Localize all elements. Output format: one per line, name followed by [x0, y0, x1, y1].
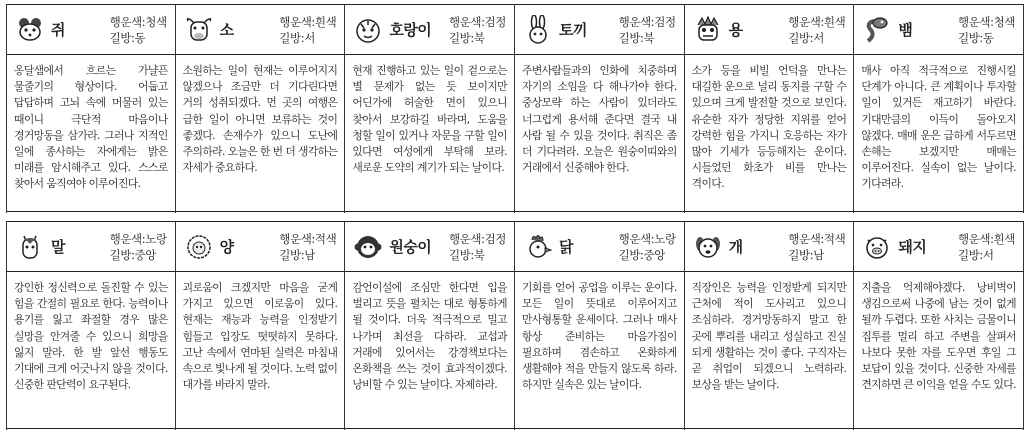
fortune-card [853, 4, 1024, 213]
zodiac-fortune-grid [6, 4, 1024, 430]
lucky-direction: 길방:북 [618, 30, 655, 45]
card-header [685, 4, 854, 55]
fortune-text: 소원하는 일이 현재는 이루어지지 않겠으나 조금만 더 기다린다면 거의 성취되겠다. 먼 곳의 여행은 급한 일이 아니면 보류하는 것이 좋겠다. 손재수가 있으니 도난에 주의하라. 오늘은 한 번 더 생각하는 자세가 중요하다. [176, 55, 345, 212]
animal-name: 뱀 [898, 21, 913, 39]
fortune-card [514, 221, 685, 430]
lucky-direction: 길방:중앙 [109, 247, 156, 262]
card-header [176, 221, 345, 272]
lucky-color: 행운색:검정 [448, 231, 506, 246]
fortune-text: 강인한 정신력으로 돌진할 수 있는 힘을 간절히 필요로 한다. 능력이나 용기를 잃고 좌절할 경우 많은 실망을 안겨줄 수 있으니 희망을 잃지 말라. 한 발 앞선 행동도 기대에 크게 어긋나지 않을 것이다. 신중한 판단력이 요구된다. [7, 272, 175, 429]
monkey-icon [353, 232, 383, 262]
animal-name: 말 [51, 238, 65, 256]
lucky-color: 행운색:흰색 [788, 14, 846, 29]
lucky-direction: 길방:서 [279, 30, 315, 45]
lucky-direction: 길방:동 [109, 30, 146, 45]
snake-icon [862, 15, 892, 45]
lucky-info [449, 14, 506, 46]
card-header [345, 4, 514, 55]
lucky-info [958, 14, 1015, 46]
lucky-color: 행운색:흰색 [279, 14, 337, 29]
lucky-color: 행운색:적색 [788, 231, 846, 246]
lucky-info [619, 14, 676, 46]
animal-name: 토끼 [559, 21, 587, 39]
lucky-info [788, 231, 845, 263]
fortune-text: 지출을 억제해야겠다. 낭비벽이 생김으로써 나중에 남는 것이 없게 될까 두렵다. 또한 사치는 금물이니 집투를 멀리 하고 주변을 살펴서 나보다 못한 자를 도우면 후일 그 보답이 있을 것이다. 신중한 자세를 견지하면 큰 이익을 얻을 수도 있다. [854, 272, 1023, 429]
lucky-color: 행운색:청색 [957, 14, 1015, 29]
lucky-info [958, 231, 1015, 263]
animal-name: 용 [728, 21, 743, 39]
animal-name: 돼지 [898, 238, 927, 256]
animal-name: 개 [728, 238, 743, 256]
card-header [685, 221, 854, 272]
card-header [854, 221, 1023, 272]
card-header [345, 221, 514, 272]
fortune-text: 현재 진행하고 있는 일이 겉으로는 별 문제가 없는 듯 보이지만 어딘가에 허술한 면이 있으니 찾아서 보강하길 바라며, 도움을 청할 일이 있거나 자문을 구할 일이 있다면 여성에게 부탁해 보라. 새로운 도약의 계기가 되는 날이다. [345, 55, 514, 212]
dragon-icon [693, 15, 723, 45]
ox-icon [184, 15, 214, 45]
rat-icon [15, 15, 45, 45]
lucky-color: 행운색:청색 [109, 14, 167, 29]
animal-name: 양 [219, 238, 234, 256]
lucky-direction: 길방:북 [448, 247, 485, 262]
lucky-info [110, 14, 167, 46]
fortune-text: 주변사람들과의 인화에 치중하며 자기의 소임을 다 해나가야 한다. 중상모략 하는 사람이 있더라도 너그럽게 용서해 준다면 결국 내 사람 될 수 있을 것이다. 취직은 좀 더 기다려라. 오늘은 원숭이띠와의 거래에서 신중해야 한다. [515, 55, 684, 212]
card-header [515, 221, 684, 272]
fortune-card [684, 4, 855, 213]
lucky-info [279, 14, 336, 46]
fortune-text: 옹달샘에서 흐르는 가냘픈 물줄기의 형상이다. 어둡고 답답하며 고뇌 속에 머물러 있는 때이니 극단적 마음이나 경거망동을 삼가라. 그러나 지적인 일에 종사하는 자에게는 밝은 미래를 암시해주고 있다. 스스로 찾아서 움직여야 이루어진다. [7, 55, 175, 212]
pig-icon [862, 232, 892, 262]
fortune-card [344, 4, 515, 213]
animal-name: 호랑이 [389, 21, 432, 39]
fortune-card [6, 4, 176, 213]
fortune-card [853, 221, 1024, 430]
lucky-direction: 길방:중앙 [618, 247, 665, 262]
lucky-color: 행운색:검정 [618, 14, 676, 29]
lucky-info [449, 231, 506, 263]
lucky-direction: 길방:남 [788, 247, 824, 262]
lucky-color: 행운색:흰색 [957, 231, 1015, 246]
fortune-card [514, 4, 685, 213]
lucky-info [788, 14, 845, 46]
lucky-info [619, 231, 676, 263]
fortune-card [175, 4, 346, 213]
lucky-direction: 길방:동 [957, 30, 994, 45]
fortune-card [175, 221, 346, 430]
rooster-icon [523, 232, 553, 262]
animal-name: 닭 [559, 238, 573, 256]
fortune-text: 직장인은 능력을 인정받게 되지만 근처에 적이 도사리고 있으니 조심하라. 경거망동하지 말고 한 곳에 뿌리를 내리고 성실하고 진실 되게 생활하는 것이 좋다. 구직자는 곧 취업이 되겠으니 노력하라. 보상을 받는 날이다. [685, 272, 854, 429]
animal-name: 소 [219, 21, 234, 39]
animal-name: 원숭이 [389, 238, 432, 256]
lucky-direction: 길방:서 [788, 30, 824, 45]
fortune-card [6, 221, 176, 430]
lucky-info [110, 231, 167, 263]
tiger-icon [353, 15, 383, 45]
card-header [515, 4, 684, 55]
fortune-text: 매사 아직 적극적으로 진행시킬 단계가 아니다. 큰 계획이나 투자할 일이 있거든 재고하기 바란다. 기대만큼의 이득이 돌아오지 않겠다. 매매 운은 급하게 서두르면 손해는 보겠지만 매매는 이루어진다. 실속이 없는 날이다. 기다려라. [854, 55, 1023, 212]
lucky-color: 행운색:검정 [448, 14, 506, 29]
rabbit-icon [523, 15, 553, 45]
lucky-info [279, 231, 336, 263]
fortune-text: 소가 등을 비빌 언덕을 만나는 대길한 운으로 널리 동지를 구할 수 있으며 크게 발전할 것으로 보인다. 유순한 자가 정당한 지위를 얻어 강력한 힘을 가지니 호응하는 자가 많아 기세가 등등해지는 운이다. 시들었던 화초가 비를 만나는 격이다. [685, 55, 854, 212]
card-header [176, 4, 345, 55]
animal-name: 쥐 [51, 21, 65, 39]
card-header [854, 4, 1023, 55]
horse-icon [15, 232, 45, 262]
sheep-icon [184, 232, 214, 262]
card-header [7, 221, 175, 272]
lucky-direction: 길방:북 [448, 30, 485, 45]
fortune-text: 괴로움이 크겠지만 마음을 굳게 가지고 있으면 이로움이 있다. 현재는 재능과 능력을 인정받기 힘들고 입장도 떳떳하지 못하다. 고난 속에서 연마된 실력은 마침내 속으로 빛나게 될 것이다. 노력 없이 대가를 바라지 말라. [176, 272, 345, 429]
lucky-direction: 길방:서 [957, 247, 994, 262]
fortune-text: 기회를 얻어 공업을 이루는 운이다. 모든 일이 뜻대로 이루어지고 만사형통할 운세이다. 그러나 매사 항상 준비하는 마음가짐이 필요하며 겸손하고 온화하게 생활해야 적을 만들지 않도록 하라. 하지만 실속은 있는 날이다. [515, 272, 684, 429]
lucky-direction: 길방:남 [279, 247, 315, 262]
lucky-color: 행운색:노랑 [109, 231, 167, 246]
card-header [7, 4, 175, 55]
fortune-card [684, 221, 855, 430]
dog-icon [693, 232, 723, 262]
lucky-color: 행운색:적색 [279, 231, 337, 246]
lucky-color: 행운색:노랑 [618, 231, 676, 246]
fortune-card [344, 221, 515, 430]
fortune-text: 감언이설에 조심만 한다면 입을 벌리고 뜻을 펼치는 대로 형통하게 될 것이다. 더욱 적극적으로 밀고 나가며 최선을 다하라. 교섭과 거래에 있어서는 강경책보다는 온화책을 쓰는 것이 효과적이겠다. 낭비할 수 있는 날이다. 자제하라. [345, 272, 514, 429]
